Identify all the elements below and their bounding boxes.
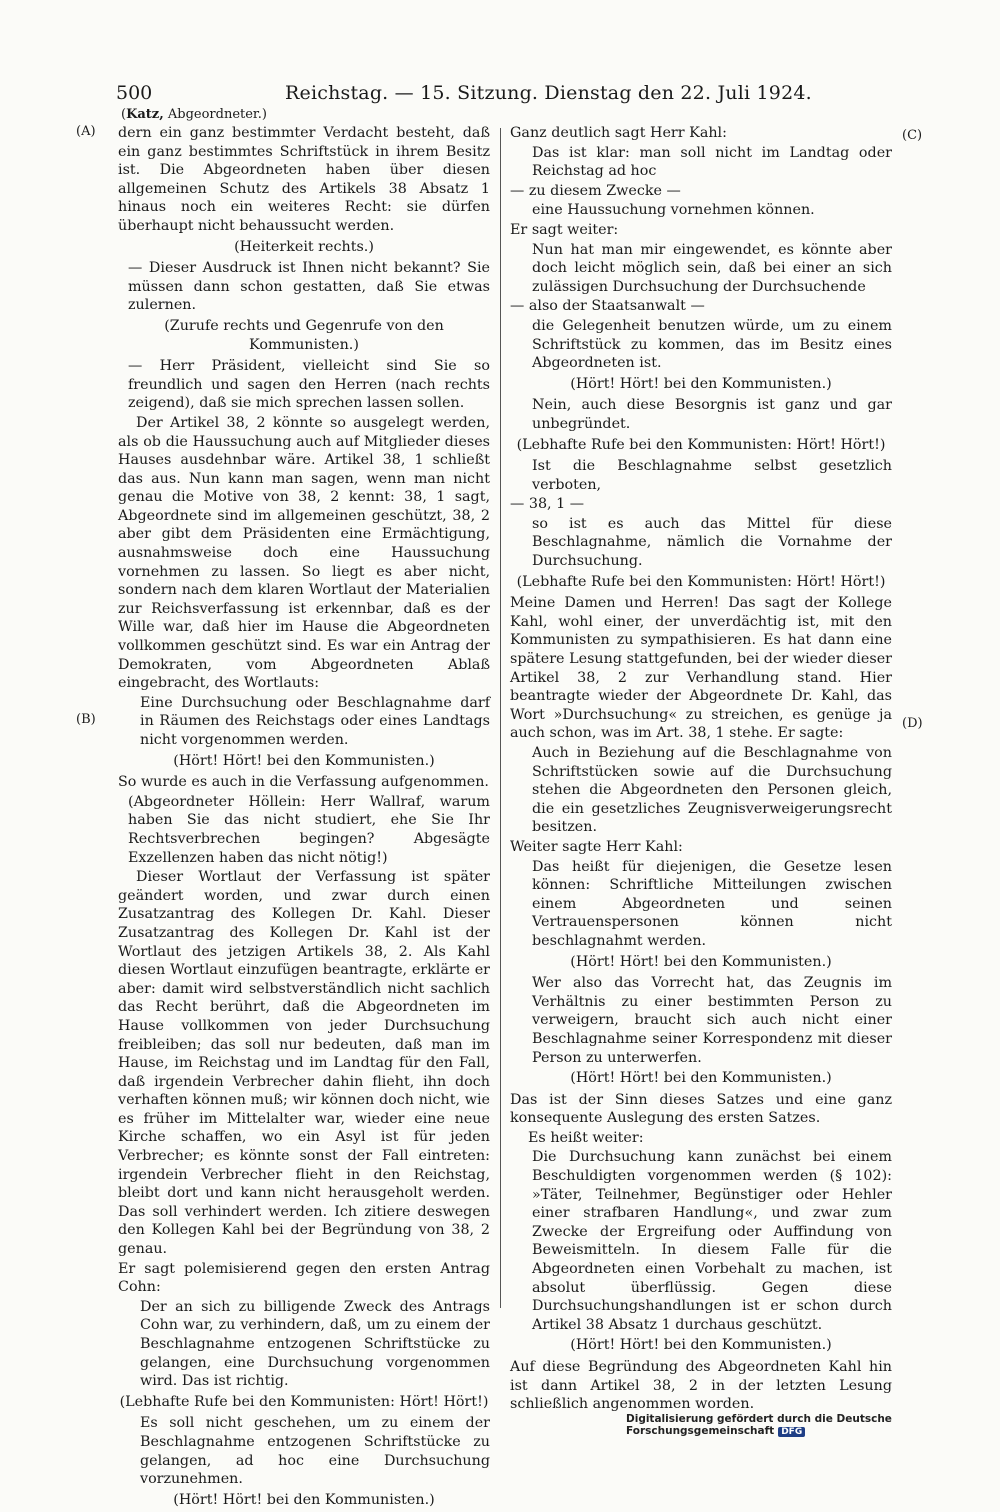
quoted-passage: Das heißt für diejenigen, die Gesetze lesen können: Schriftliche Mitteilungen zwischen einem Abgeordneten und seinen Vertrauenspersonen können nicht beschlagnahmt werden. [532,858,892,949]
quoted-passage: eine Haussuchung vornehmen können. [532,202,815,219]
paragraph: Der Artikel 38, 2 könnte so ausgelegt werden, als ob die Haussuchung auch auf Mitglieder dieses Hauses ausdehnbar wäre. Artikel 38, 1 schließt das aus. Nun kann man sagen, wenn man nicht genau die Motive von 38, 2 kennt: 38, 1 sagt, Abgeordnete sind im allgemeinen geschützt, 38, 2 aber gibt dem Präsidenten eine Ermächtigung, ausnahmsweise doch eine Haussuchung vornehmen zu lassen. So liegt es aber nicht, sondern nach dem klaren Wortlaut der Materialien zur Reichsverfassung ist erkennbar, daß es der Wille war, daß hier im Hause die Abgeordneten vollkommen geschützt sind. Es war ein Antrag der Demokraten, vom Abgeordneten Ablaß eingebracht, des Wortlauts: [118,414,490,692]
interjection: (Heiterkeit rechts.) [234,238,374,255]
paragraph: Es heißt weiter: [528,1129,644,1146]
quoted-passage: Eine Durchsuchung oder Beschlagnahme darf in Räumen des Reichstags oder eines Landtags nicht vorgenommen werden. [140,694,490,748]
left-column [118,124,490,1512]
paragraph: — zu diesem Zwecke — [510,182,681,199]
paragraph: — Herr Präsident, vielleicht sind Sie so freundlich und sagen den Herren (nach rechts zeigend), daß sie mich sprechen lassen sollen. [128,358,490,412]
quoted-passage: Es soll nicht geschehen, um zu einem der Beschlagnahme entzogenen Schriftstücke zu gelangen, ad hoc eine Durchsuchung vorzunehmen. [140,1415,490,1488]
page-number: 500 [116,82,153,104]
column-divider [500,128,501,1308]
paragraph: (Abgeordneter Höllein: Herr Wallraf, warum haben Sie das nicht studiert, ehe Sie Ihr Rechtsverbrechen begingen? Abgesägte Exzellenzen haben das nicht nötig!) [128,793,490,866]
interjection: (Lebhafte Rufe bei den Kommunisten: Hört! Hört!) [516,573,886,590]
interjection: (Hört! Hört! bei den Kommunisten.) [570,953,832,970]
paragraph: Ganz deutlich sagt Herr Kahl: [510,125,727,141]
quoted-passage: Nun hat man mir eingewendet, es könnte aber doch leicht möglich sein, daß bei einer an sich zulässigen Durchsuchung der Durchsuchende [532,241,892,295]
interjection: (Hört! Hört! bei den Kommunisten.) [570,375,832,392]
margin-marker-d: (D) [902,716,923,731]
interjection: (Lebhafte Rufe bei den Kommunisten: Hört! Hört!) [119,1393,489,1410]
interjection: (Hört! Hört! bei den Kommunisten.) [173,752,435,769]
paragraph: Weiter sagte Herr Kahl: [510,838,683,855]
right-column [510,124,892,1415]
quoted-passage: Wer also das Vorrecht hat, das Zeugnis im Verhältnis zu einer bestimmten Person zu verweigern, braucht sich auch nicht einer Beschlagnahme seiner Korrespondenz mit dieser Person zu unterwerfen. [532,975,892,1066]
quoted-passage: Die Durchsuchung kann zunächst bei einem Beschuldigten vorgenommen werden (§ 102): »Täter, Teilnehmer, Begünstiger oder Hehler einer strafbaren Handlung«, und zwar zum Zwecke der Ergreifung oder Auffindung von Beweismitteln. In diesem Falle für die Abgeordneten einen Vorbehalt zu machen, ist absolut überflüssig. Gegen diese Durchsuchungshandlungen ist er schon durch Artikel 38 Absatz 1 durchaus geschützt. [532,1149,892,1333]
running-title: Reichstag. — 15. Sitzung. Dienstag den 22. Juli 1924. [285,82,812,104]
dfg-logo: DFG [778,1427,805,1437]
margin-marker-b: (B) [76,712,96,727]
paragraph: Dieser Wortlaut der Verfassung ist später geändert worden, und zwar durch einen Zusatzantrag des Kollegen Dr. Kahl. Dieser Zusatzantrag des Kollegen Dr. Kahl ist der Wortlaut des jetzigen Artikels 38, 2. Als Kahl diesen Wortlaut einzufügen beantragte, erklärte er aber: damit wird selbstverständlich nicht sachlich das Recht berührt, daß die Abgeordneten im Hause vollkommen von jeder Durchsuchung freibleiben; das soll nur bedeuten, daß man im Hause, im Reichstag und im Landtag für den Fall, daß irgendein Verbrecher dahin flieht, ihn doch verhaften können muß; wir können doch nicht, wie es früher im Mittelalter war, wieder eine neue Kirche schaffen, wo ein Asyl ist für jeden Verbrecher; es könnte sonst der Fall eintreten: irgendein Verbrecher flieht in den Reichstag, bleibt dort und kann nicht herausgeholt werden. Das soll verhindert werden. Ich zitiere deswegen den Kollegen Kahl bei der Begründung von 38, 2 genau. [118,869,490,1258]
speaker-name: Katz, [126,107,164,122]
paragraph: Meine Damen und Herren! Das sagt der Kollege Kahl, wohl einer, der unverdächtig ist, mit den Kommunisten zu sympathisieren. Es hat dann eine spätere Lesung stattgefunden, bei der wieder dieser Artikel 38, 2 zur Verhandlung stand. Hier beantragte wieder der Abgeordnete Dr. Kahl, das Wort »Durchsuchung« zu streichen, es genüge ja auch schon, was im Art. 38, 1 stehe. Er sagte: [510,595,892,742]
speaker-line: (Katz, Abgeordneter.) [121,107,267,122]
speaker-role: Abgeordneter.) [167,107,267,122]
paragraph: So wurde es auch in die Verfassung aufgenommen. [118,774,489,791]
paragraph: — also der Staatsanwalt — [510,298,705,315]
interjection: (Zurufe rechts und Gegenrufe von den Kommunisten.) [164,317,444,353]
quoted-passage: Der an sich zu billigende Zweck des Antrags Cohn war, zu verhindern, daß, um zu einem der Beschlagnahme entzogenen Schriftstücke zu gelangen, eine Durchsuchung vorgenommen wird. Das ist richtig. [140,1298,490,1390]
quoted-passage: so ist es auch das Mittel für diese Beschlagnahme, nämlich die Vornahme der Durchsuchung. [532,515,892,570]
footer [626,1413,1000,1437]
quoted-passage: Ist die Beschlagnahme selbst gesetzlich verboten, [532,458,892,493]
margin-marker-a: (A) [76,124,96,139]
paragraph: Er sagt polemisierend gegen den ersten Antrag Cohn: [118,1260,490,1296]
paragraph: Das ist der Sinn dieses Satzes und eine ganz konsequente Auslegung des ersten Satzes. [510,1091,892,1127]
interjection: (Hört! Hört! bei den Kommunisten.) [570,1337,832,1354]
quoted-passage: Das ist klar: man soll nicht im Landtag oder Reichstag ad hoc [532,144,892,180]
interjection: (Hört! Hört! bei den Kommunisten.) [173,1491,435,1508]
page-header [0,82,1000,108]
footer-text: Digitalisierung gefördert durch die Deutsche Forschungsgemeinschaft [626,1413,892,1437]
paragraph: Auf diese Begründung des Abgeordneten Kahl hin ist dann Artikel 38, 2 in der letzten Lesung schließlich angenommen worden. [510,1359,892,1413]
paragraph: — Dieser Ausdruck ist Ihnen nicht bekannt? Sie müssen dann schon gestatten, daß Sie etwas zulernen. [128,260,490,314]
paragraph: — 38, 1 — [510,496,585,513]
paragraph: dern ein ganz bestimmter Verdacht besteht, daß ein ganz bestimmtes Schriftstück in ihrem Besitz ist. Die Abgeordneten haben über diesen allgemeinen Schutz des Artikels 38 Absatz 1 hinaus noch ein weiteres Recht: sie dürfen überhaupt nicht behaussucht werden. [118,125,490,234]
interjection: (Lebhafte Rufe bei den Kommunisten: Hört! Hört!) [516,436,886,453]
interjection: (Hört! Hört! bei den Kommunisten.) [570,1070,832,1087]
paragraph: Er sagt weiter: [510,221,619,238]
quoted-passage: die Gelegenheit benutzen würde, um zu einem Schriftstück zu kommen, das im Besitz eines Abgeordneten ist. [532,317,892,372]
quoted-passage: Auch in Beziehung auf die Beschlagnahme von Schriftstücken sowie auf die Durchsuchung stehen die Abgeordneten den Personen gleich, die ein gesetzliches Zeugnisverweigerungsrecht besitzen. [532,745,892,836]
quoted-passage: Nein, auch diese Besorgnis ist ganz und gar unbegründet. [532,397,892,432]
margin-marker-c: (C) [902,128,923,143]
